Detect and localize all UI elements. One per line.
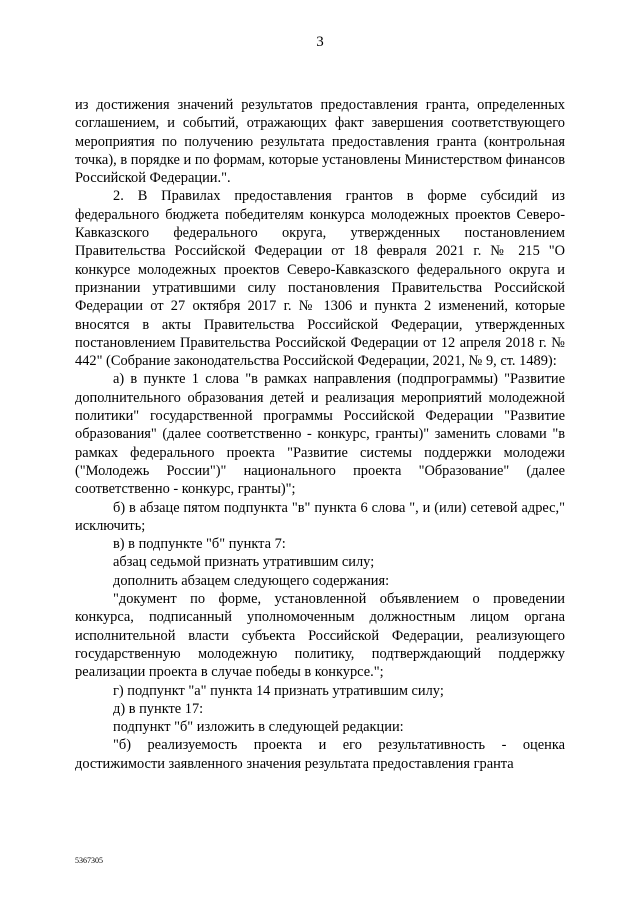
paragraph-subitem-a: а) в пункте 1 слова "в рамках направления (подпрограммы) "Развитие дополнительного образования детей и реализация мероприятий молодежной политики" государственной программы Российской Федерации "Развитие образования" (далее соответственно - конкурс, гранты)" заменить словами "в рамках федерального проекта "Развитие системы поддержки молодежи ("Молодежь России")" национального проекта "Образование" (далее соответственно - конкурс, гранты)"; <box>75 371 565 498</box>
page-number: 3 <box>316 34 324 50</box>
paragraph-subitem-v: в) в подпункте "б" пункта 7: <box>113 536 286 553</box>
paragraph-item-2: 2. В Правилах предоставления грантов в форме субсидий из федерального бюджета победителям конкурса молодежных проектов Северо-Кавказского федерального округа, утвержденных постановлением Правительства Российской Федерации от 18 февраля 2021 г. № 215 "О конкурсе молодежных проектов Северо-Кавказского федерального округа и признании утратившими силу постановления Правительства Российской Федерации от 27 октября 2017 г. № 1306 и пункта 2 изменений, которые вносятся в акты Правительства Российской Федерации, утвержденных постановлением Правительства Российской Федерации от 12 апреля 2018 г. № 442" (Собрание законодательства Российской Федерации, 2021, № 9, ст. 1489): <box>75 188 565 370</box>
paragraph-subitem-b: б) в абзаце пятом подпункта "в" пункта 6 слова ", и (или) сетевой адрес," исключить; <box>75 499 565 534</box>
paragraph-dopolnit: дополнить абзацем следующего содержания: <box>113 572 390 589</box>
paragraph-subitem-d: д) в пункте 17: <box>113 700 204 717</box>
paragraph-subitem-g: г) подпункт "а" пункта 14 признать утратившим силу; <box>113 682 444 699</box>
paragraph-podpunkt-b: подпункт "б" изложить в следующей редакции: <box>113 719 404 736</box>
paragraph-continuation: из достижения значений результатов предоставления гранта, определенных соглашением, и событий, отражающих факт завершения соответствующего мероприятия по получению результата предоставления гранта (контрольная точка), в порядке и по формам, которые установлены Министерством финансов Российской Федерации.". <box>75 97 565 187</box>
document-id: 5367305 <box>75 856 103 865</box>
document-body <box>75 96 565 773</box>
paragraph-quoted-document: "документ по форме, установленной объявлением о проведении конкурса, подписанный уполномоченным должностным лицом органа исполнительной власти субъекта Российской Федерации, реализующего государственную молодежную политику, подтверждающий поддержку реализации проекта в случае победы в конкурсе."; <box>75 591 565 681</box>
paragraph-abzac-sedmoy: абзац седьмой признать утратившим силу; <box>113 554 375 571</box>
paragraph-quoted-b: "б) реализуемость проекта и его результативность - оценка достижимости заявленного значения результата предоставления гранта <box>75 737 565 772</box>
